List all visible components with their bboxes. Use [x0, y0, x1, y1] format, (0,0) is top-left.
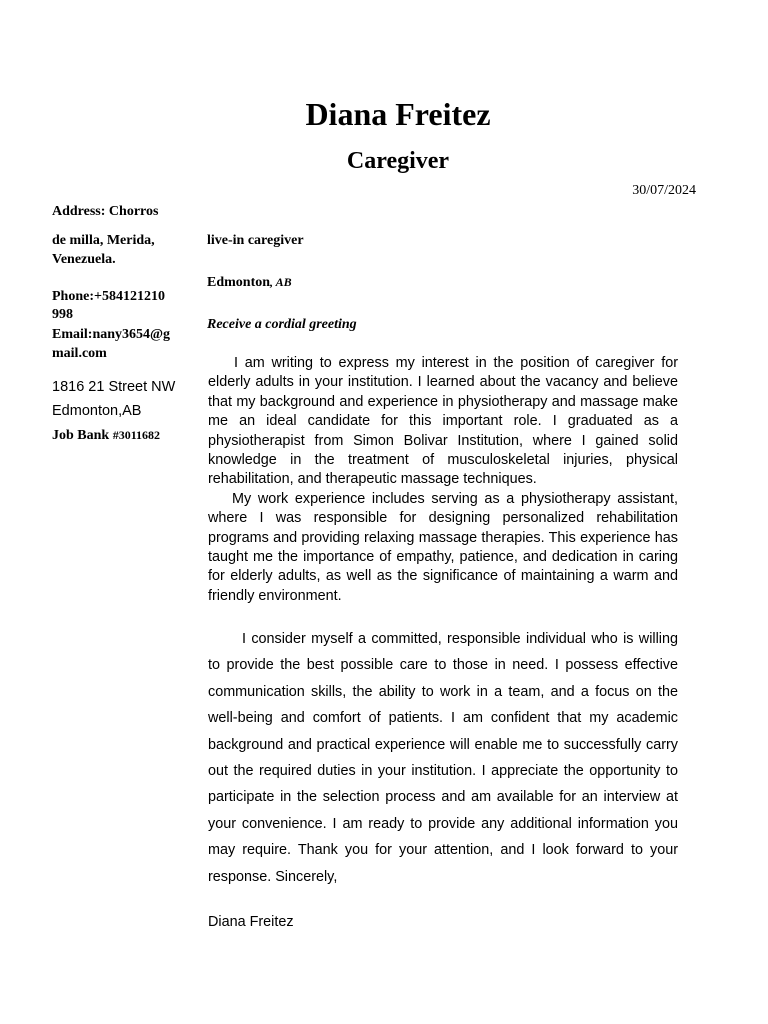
local-address-line-2: Edmonton,AB — [52, 403, 142, 419]
paragraph-3: I consider myself a committed, responsible individual who is willing to provide the best possible care to those in need. I possess effective communication skills, the ability to work in a team, and a focus on the well-being and comfort of patients. I am confident that my academic background and practical experience will enable me to successfully carry out the required duties in your institution. I appreciate the opportunity to participate in the selection process and am available for an interview at your convenience. I am ready to provide any additional information you may require. Thank you for your attention, and I look forward to your response. Sincerely, — [208, 631, 678, 885]
signature: Diana Freitez — [208, 914, 294, 930]
applicant-name: Diana Freitez — [305, 96, 491, 132]
location — [207, 273, 292, 292]
phone-line-1: Phone:+584121210 — [52, 289, 165, 304]
email-line-2: mail.com — [52, 346, 107, 361]
job-title: Caregiver — [346, 148, 450, 174]
greeting: Receive a cordial greeting — [207, 317, 357, 332]
address-line-1: Address: Chorros — [52, 204, 159, 219]
location-province: , AB — [270, 275, 292, 289]
paragraph-1: I am writing to express my interest in the position of caregiver for elderly adults in your institution. I learned about the vacancy and believe that my background and experience in physiotherapy and massage make me an ideal candidate for this important role. I graduated as a physiotherapist from Simon Bolivar Institution, where I gained solid knowledge in the treatment of musculoskeletal injuries, physical rehabilitation, and therapeutic massage techniques. — [208, 355, 678, 488]
intro-paragraphs — [208, 354, 678, 606]
address-line-2: de milla, Merida, — [52, 233, 155, 248]
job-bank-reference — [52, 426, 160, 445]
position-title: live-in caregiver — [207, 233, 304, 248]
email-line-1: Email:nany3654@g — [52, 327, 171, 342]
paragraph-2: My work experience includes serving as a physiotherapy assistant, where I was responsible for designing personalized rehabilitation programs and providing relaxing massage therapies. This experience has taught me the importance of empathy, patience, and dedication in caring for elderly adults, as well as the significance of maintaining a warm and friendly environment. — [208, 490, 678, 604]
job-bank-label: Job Bank — [52, 428, 113, 443]
address-line-3: Venezuela. — [52, 252, 116, 267]
phone-line-2: 998 — [52, 307, 73, 322]
local-address-line-1: 1816 21 Street NW — [52, 379, 176, 395]
location-city: Edmonton — [207, 275, 271, 290]
job-bank-number: #3011682 — [112, 428, 161, 442]
letter-date: 30/07/2024 — [632, 183, 696, 198]
